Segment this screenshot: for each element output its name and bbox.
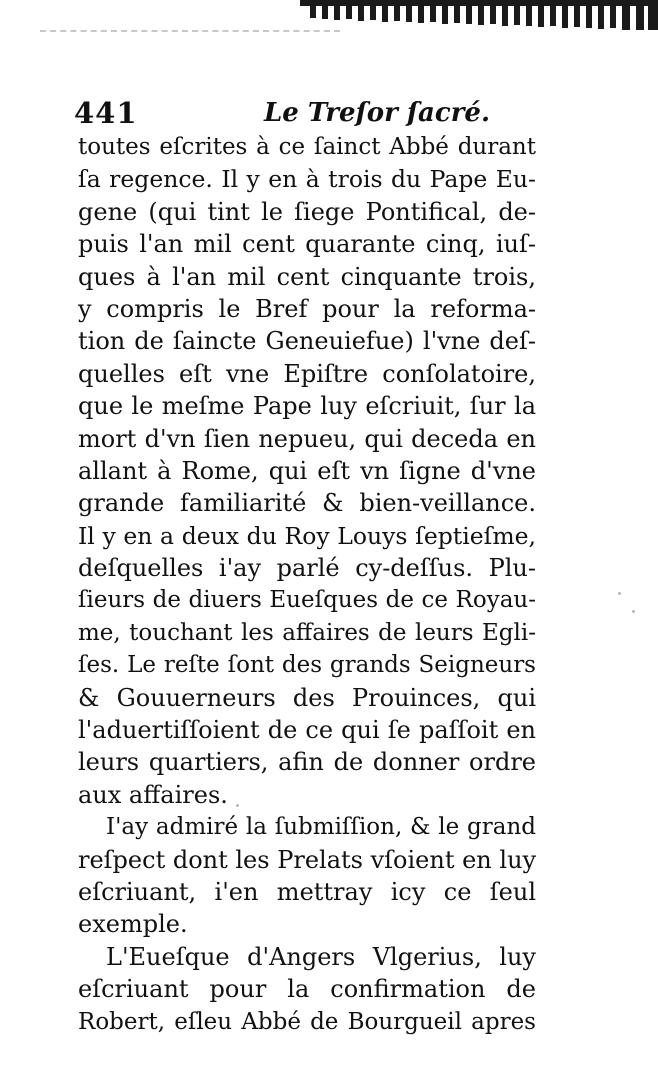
- paper-speck: [632, 610, 635, 613]
- page-number: 441: [74, 96, 138, 130]
- text-line: y compris le Bref pour la reforma-: [78, 294, 536, 323]
- text-line: mort d'vn ſien nepueu, qui deceda en: [78, 424, 536, 453]
- page-edge-shadow: [300, 0, 658, 30]
- text-line: eſcriuant pour la confirmation de: [78, 975, 536, 1004]
- text-line: allant à Rome, qui eſt vn ſigne d'vne: [78, 456, 536, 485]
- text-line: que le meſme Pape luy eſcriuit, ſur la: [78, 392, 536, 421]
- text-line: gene (qui tint le ſiege Pontifical, de-: [78, 197, 536, 226]
- body-text: [78, 131, 536, 1038]
- text-line: puis l'an mil cent quarante cinq, iuſ-: [78, 230, 536, 259]
- text-line: & Gouuerneurs des Prouinces, qui: [78, 683, 536, 712]
- text-line: grande familiarité & bien-veillance.: [78, 489, 536, 518]
- paper-speck: [618, 592, 621, 595]
- text-line: toutes eſcrites à ce ſainct Abbé durant: [78, 134, 536, 160]
- text-line: L'Eueſque d'Angers Vlgerius, luy: [106, 942, 536, 971]
- running-title: Le Treſor ſacré.: [264, 98, 491, 128]
- text-line: ques à l'an mil cent cinquante trois,: [78, 262, 536, 291]
- text-line: leurs quartiers, afin de donner ordre: [78, 748, 536, 777]
- text-line: aux affaires.: [78, 780, 228, 809]
- text-line: Il y en a deux du Roy Louys ſeptieſme,: [78, 521, 536, 550]
- text-line: exemple.: [78, 910, 188, 939]
- text-line: ſa regence. Il y en à trois du Pape Eu-: [78, 165, 536, 194]
- text-line: me, touchant les affaires de leurs Egli-: [78, 619, 536, 646]
- text-line: deſquelles i'ay parlé cy-deſſus. Plu-: [78, 554, 536, 583]
- text-line: Robert, eſleu Abbé de Bourgueil apres: [78, 1008, 536, 1035]
- paper-speck: [236, 804, 239, 807]
- text-line: reſpect dont les Prelats vſoient en luy: [78, 845, 537, 874]
- text-line: eſcriuant, i'en mettray icy ce ſeul: [78, 877, 536, 906]
- top-rule: [40, 30, 340, 36]
- text-line: l'aduertiſſoient de ce qui ſe paſſoit en: [78, 716, 536, 745]
- text-line: tion de ſaincte Geneuiefue) l'vne deſ-: [78, 327, 536, 356]
- text-line: quelles eſt vne Epiſtre conſolatoire,: [78, 359, 536, 388]
- text-line: ſieurs de diuers Eueſques de ce Royau-: [78, 587, 536, 614]
- page-header: [74, 96, 544, 136]
- text-line: ſes. Le reſte ſont des grands Seigneurs: [78, 652, 536, 679]
- text-line: I'ay admiré la ſubmiſſion, & le grand: [106, 814, 536, 841]
